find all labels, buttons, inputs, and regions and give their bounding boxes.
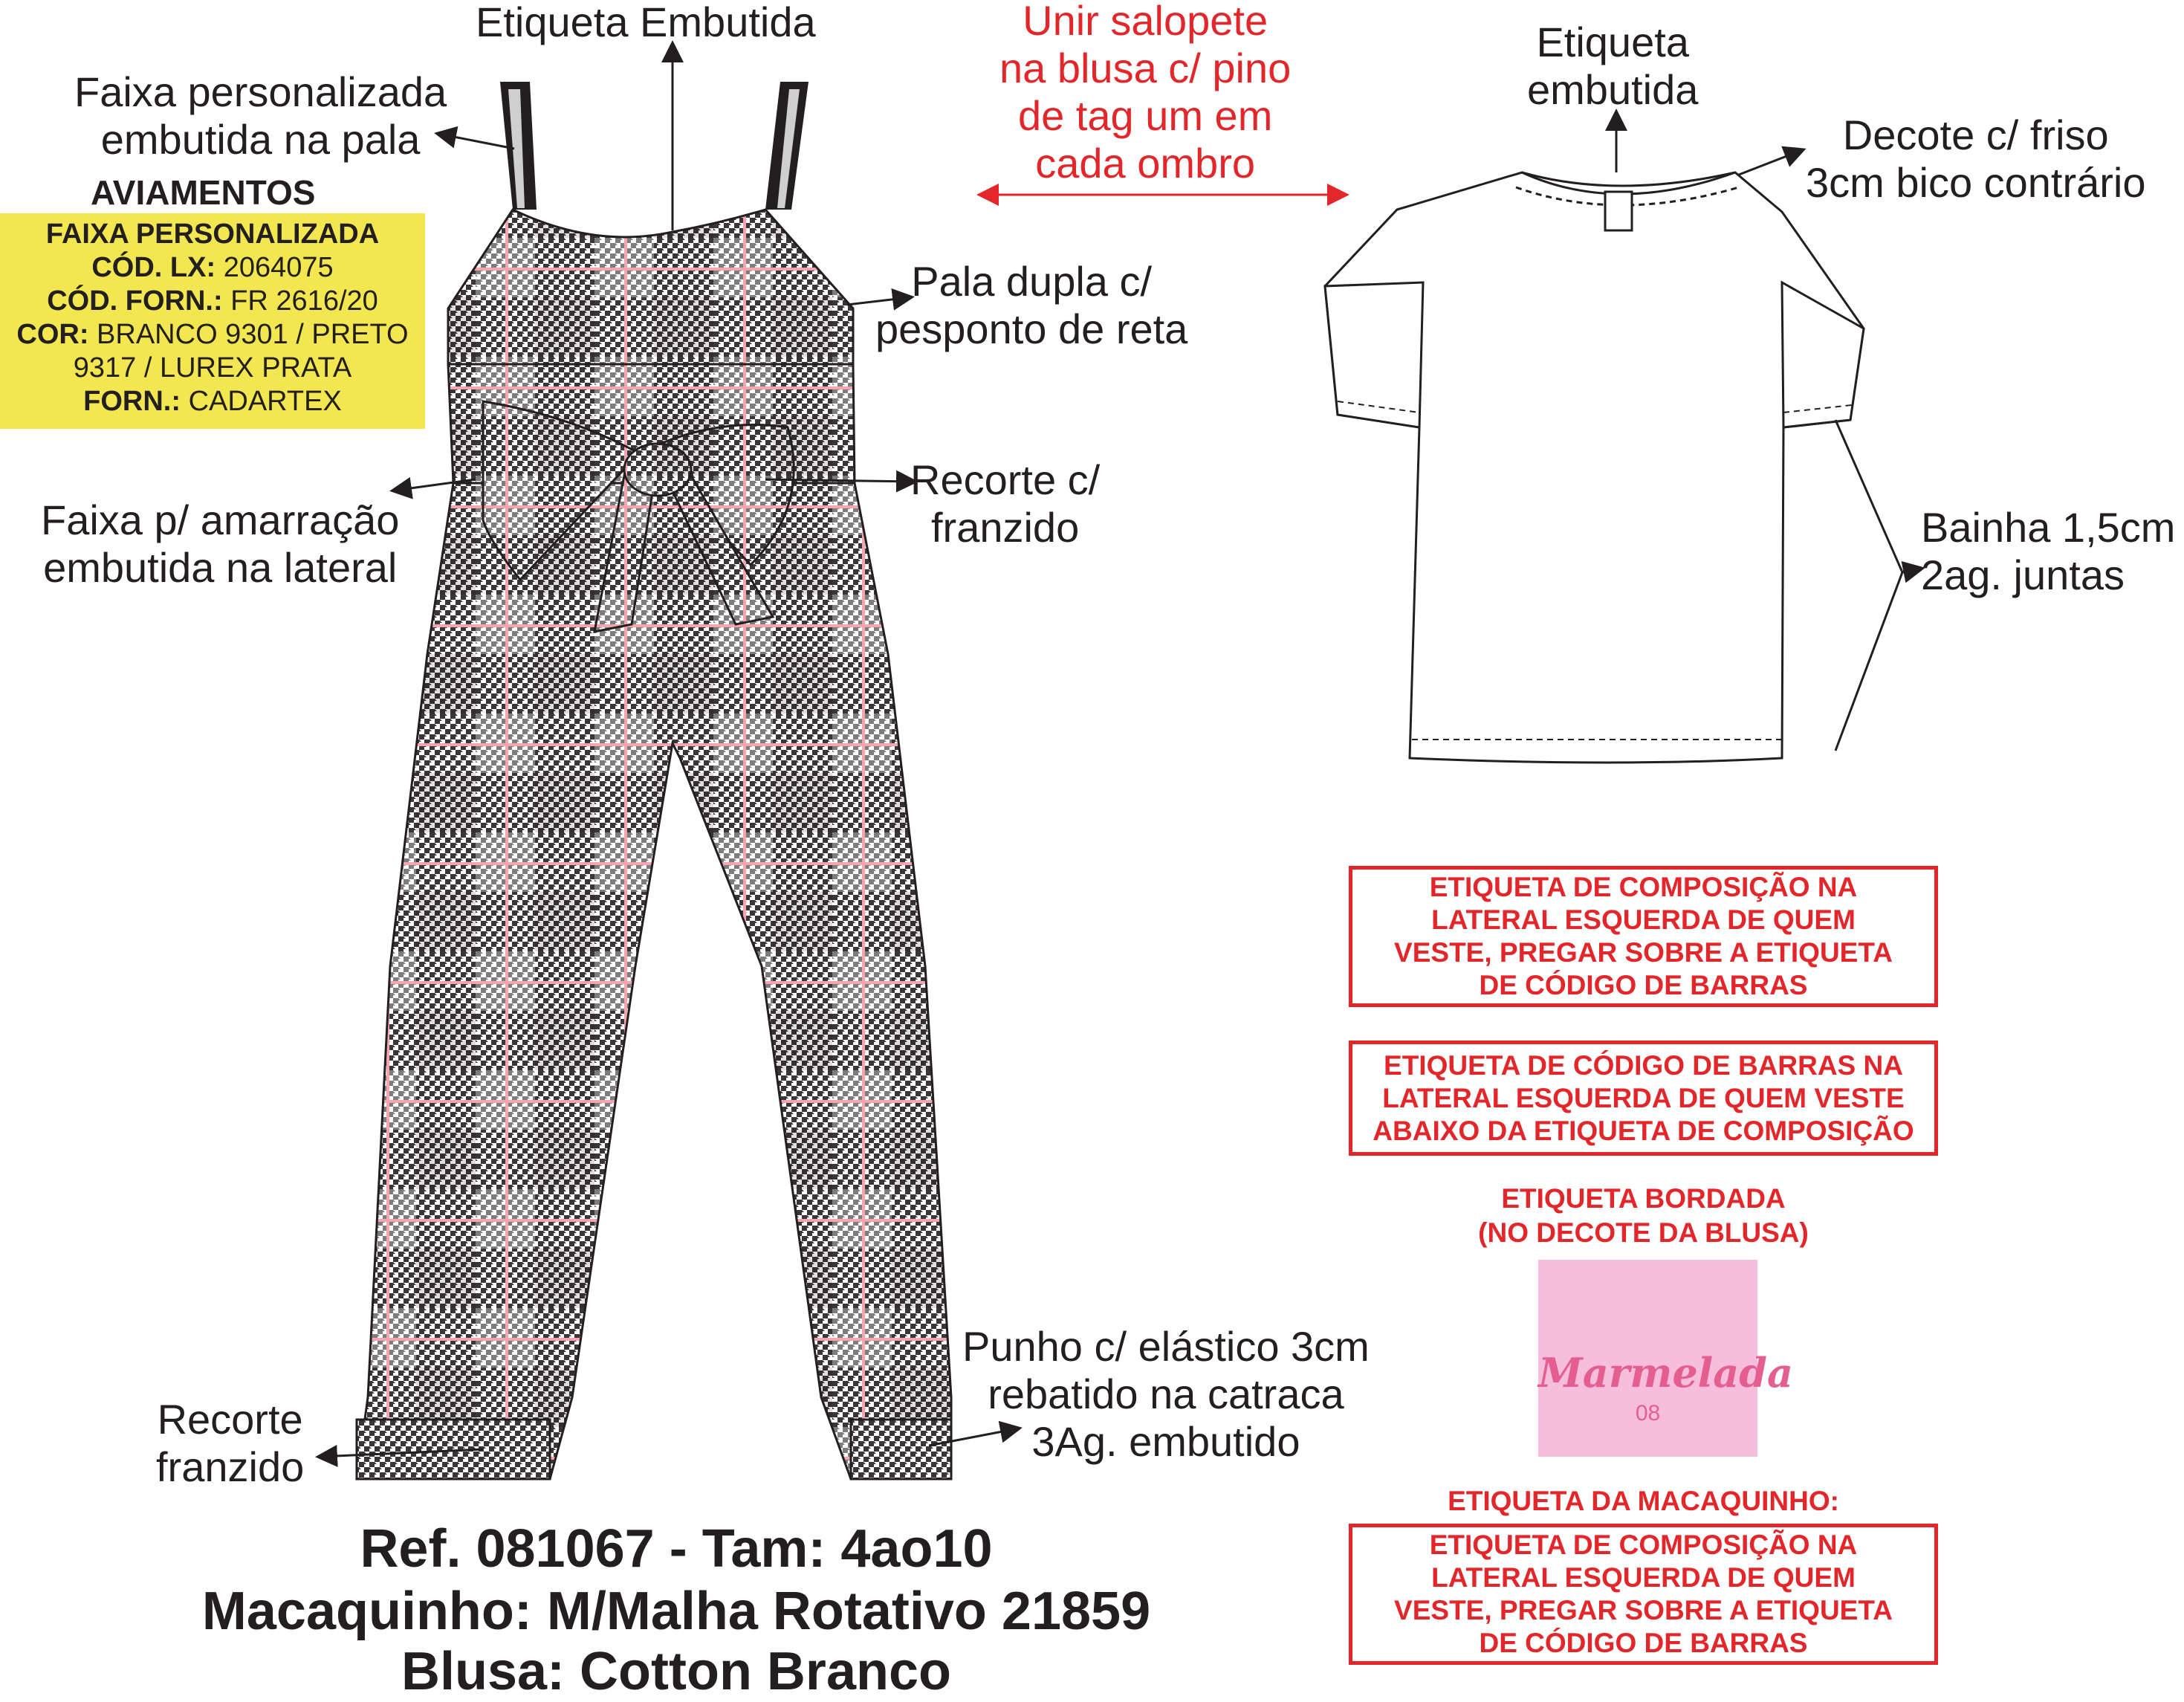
jumpsuit-drawing bbox=[357, 82, 951, 1479]
embroidered-label bbox=[1538, 1260, 1793, 1457]
label-recorte-franzido-hem: Recorte franzido bbox=[156, 1396, 305, 1490]
footer-ref: Ref. 081067 - Tam: 4ao10 bbox=[360, 1519, 993, 1579]
label-pala-dupla: Pala dupla c/ pesponto de reta bbox=[875, 258, 1188, 352]
label-punho-elastico: Punho c/ elástico 3cm rebatido na catraca 3Ag. embutido bbox=[962, 1323, 1370, 1465]
label-bainha: Bainha 1,5cm 2ag. juntas bbox=[1921, 504, 2176, 598]
note-composicao: ETIQUETA DE COMPOSIÇÃO NA LATERAL ESQUERDA DE QUEM VESTE, PREGAR SOBRE A ETIQUETA DE CÓDIGO DE BARRAS bbox=[1349, 866, 1938, 1007]
note-bordada: ETIQUETA BORDADA (NO DECOTE DA BLUSA) bbox=[1478, 1183, 1809, 1248]
note-codigo-barras: ETIQUETA DE CÓDIGO DE BARRAS NA LATERAL ESQUERDA DE QUEM VESTE ABAIXO DA ETIQUETA DE COMPOSIÇÃO bbox=[1349, 1041, 1938, 1156]
bodice bbox=[448, 210, 853, 364]
label-faixa-personalizada: Faixa personalizada embutida na pala bbox=[74, 68, 447, 163]
label-brand: Marmelada bbox=[1538, 1349, 1793, 1397]
footer-macaquinho: Macaquinho: M/Malha Rotativo 21859 bbox=[201, 1582, 1151, 1641]
trousers bbox=[357, 483, 951, 1479]
label-faixa-amarracao: Faixa p/ amarração embutida na lateral bbox=[41, 496, 400, 591]
cuff-left bbox=[357, 1420, 550, 1479]
cuff-right bbox=[851, 1420, 951, 1479]
label-etiqueta-embutida: Etiqueta Embutida bbox=[476, 0, 816, 45]
note-macaquinho-title: ETIQUETA DA MACAQUINHO: bbox=[1448, 1486, 1839, 1516]
label-unir-salopete: Unir salopete na blusa c/ pino de tag um em cada ombro bbox=[999, 0, 1292, 187]
tshirt-drawing bbox=[1325, 172, 1864, 763]
label-etiqueta-embutida-blusa: Etiqueta embutida bbox=[1527, 19, 1699, 113]
label-decote-friso: Decote c/ friso 3cm bico contrário bbox=[1806, 111, 2146, 206]
tshirt-body bbox=[1325, 172, 1864, 763]
footer-blusa: Blusa: Cotton Branco bbox=[401, 1642, 951, 1701]
bow-knot bbox=[624, 444, 691, 496]
tshirt-label bbox=[1605, 192, 1632, 230]
label-size: 08 bbox=[1635, 1401, 1661, 1426]
aviamentos-box: FAIXA PERSONALIZADA CÓD. LX: 2064075 CÓD. FORN.: FR 2616/20 COR: BRANCO 9301 / PRETO 9317 / LUREX PRATA FORN.: CADARTEX bbox=[0, 213, 425, 429]
label-recorte-franzido-waist: Recorte c/ franzido bbox=[910, 456, 1101, 551]
aviamentos-title: AVIAMENTOS bbox=[91, 173, 316, 212]
note-macaquinho: ETIQUETA DE COMPOSIÇÃO NA LATERAL ESQUERDA DE QUEM VESTE, PREGAR SOBRE A ETIQUETA DE CÓDIGO DE BARRAS bbox=[1349, 1524, 1938, 1665]
